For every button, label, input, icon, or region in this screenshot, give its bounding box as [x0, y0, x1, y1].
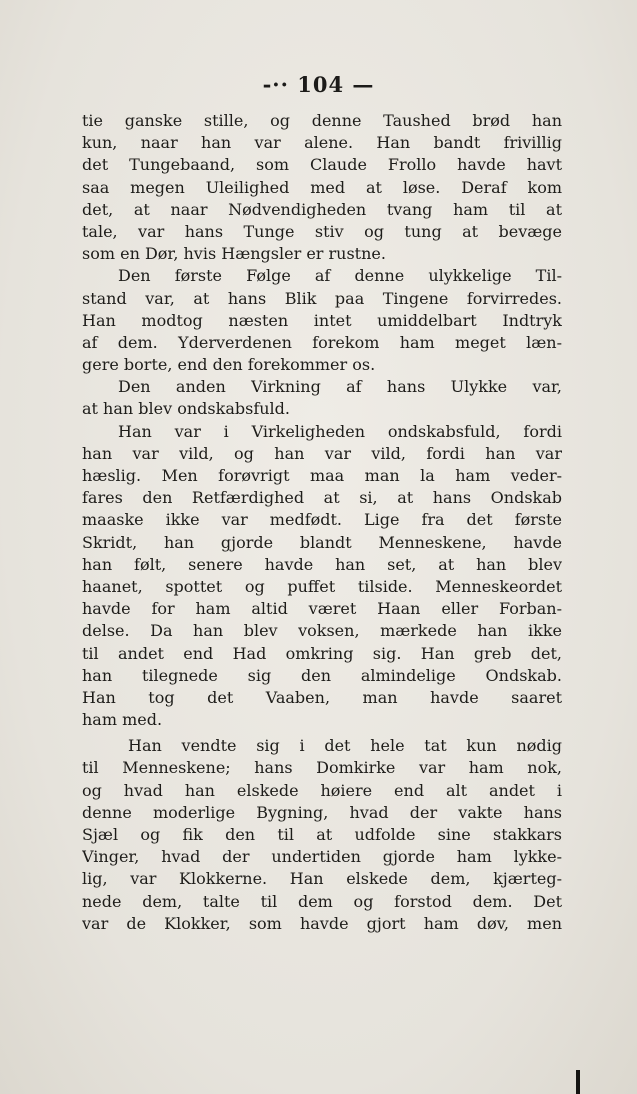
text-line: til Menneskene; hans Domkirke var ham nok,	[82, 758, 562, 778]
text-line: som en Dør, hvis Hængsler er rustne.	[82, 244, 386, 264]
text-line: til andet end Had omkring sig. Han greb det,	[82, 643, 562, 663]
text-line: af dem. Yderverdenen forekom ham meget læn-	[82, 332, 562, 352]
text-line: denne moderlige Bygning, hvad der vakte hans	[82, 802, 562, 822]
text-line: Han vendte sig i det hele tat kun nødig	[128, 736, 562, 756]
text-line: Han modtog næsten intet umiddelbart Indtryk	[82, 310, 562, 330]
text-line: gere borte, end den forekommer os.	[82, 355, 376, 375]
text-line: kun, naar han var alene. Han bandt frivillig	[82, 133, 562, 153]
text-line: var de Klokker, som havde gjort ham døv, men	[82, 913, 562, 933]
text-line: delse. Da han blev voksen, mærkede han ikke	[82, 621, 562, 641]
text-line: Han var i Virkeligheden ondskabsfuld, fordi	[118, 421, 562, 441]
text-line: det Tungebaand, som Claude Frollo havde havt	[82, 155, 562, 175]
text-line: og hvad han elskede høiere end alt andet i	[82, 780, 562, 800]
text-line: Sjæl og fik den til at udfolde sine stakkars	[82, 825, 562, 844]
text-line: han var vild, og han var vild, fordi han var	[82, 443, 562, 463]
text-line: haanet, spottet og puffet tilside. Menneskeordet	[82, 576, 562, 596]
text-line: stand var, at hans Blik paa Tingene forvirredes.	[82, 288, 562, 308]
text-line: ham med.	[82, 710, 163, 730]
text-line: nede dem, talte til dem og forstod dem. Det	[82, 891, 562, 911]
text-line: Den første Følge af denne ulykkelige Til-	[118, 266, 562, 286]
text-line: han tilegnede sig den almindelige Ondskab.	[82, 665, 562, 685]
text-line: Vinger, hvad der undertiden gjorde ham lykke-	[82, 847, 562, 867]
text-line: Den anden Virkning af hans Ulykke var,	[118, 377, 562, 397]
text-line: saa megen Uleilighed med at løse. Deraf kom	[82, 177, 562, 197]
text-line: at han blev ondskabsfuld.	[82, 399, 290, 419]
text-line: maaske ikke var medfødt. Lige fra det første	[82, 510, 562, 530]
text-line: det, at naar Nødvendigheden tvang ham til at	[82, 199, 562, 219]
page-edge-mark	[576, 1070, 580, 1094]
text-line: tie ganske stille, og denne Taushed brød han	[82, 111, 562, 130]
text-line: Han tog det Vaaben, man havde saaret	[82, 687, 562, 707]
text-line: fares den Retfærdighed at si, at hans Ondskab	[82, 488, 562, 508]
text-line: hæslig. Men forøvrigt maa man la ham veder-	[82, 466, 562, 485]
text-line: lig, var Klokkerne. Han elskede dem, kjærteg-	[82, 869, 562, 889]
text-line: tale, var hans Tunge stiv og tung at bevæge	[82, 221, 562, 241]
text-line: havde for ham altid været Haan eller Forban-	[82, 599, 562, 619]
text-line: han følt, senere havde han set, at han blev	[82, 554, 562, 574]
text-line: Skridt, han gjorde blandt Menneskene, havde	[82, 532, 562, 552]
body-text	[82, 110, 562, 935]
page-number: -·· 104 —	[262, 72, 375, 97]
